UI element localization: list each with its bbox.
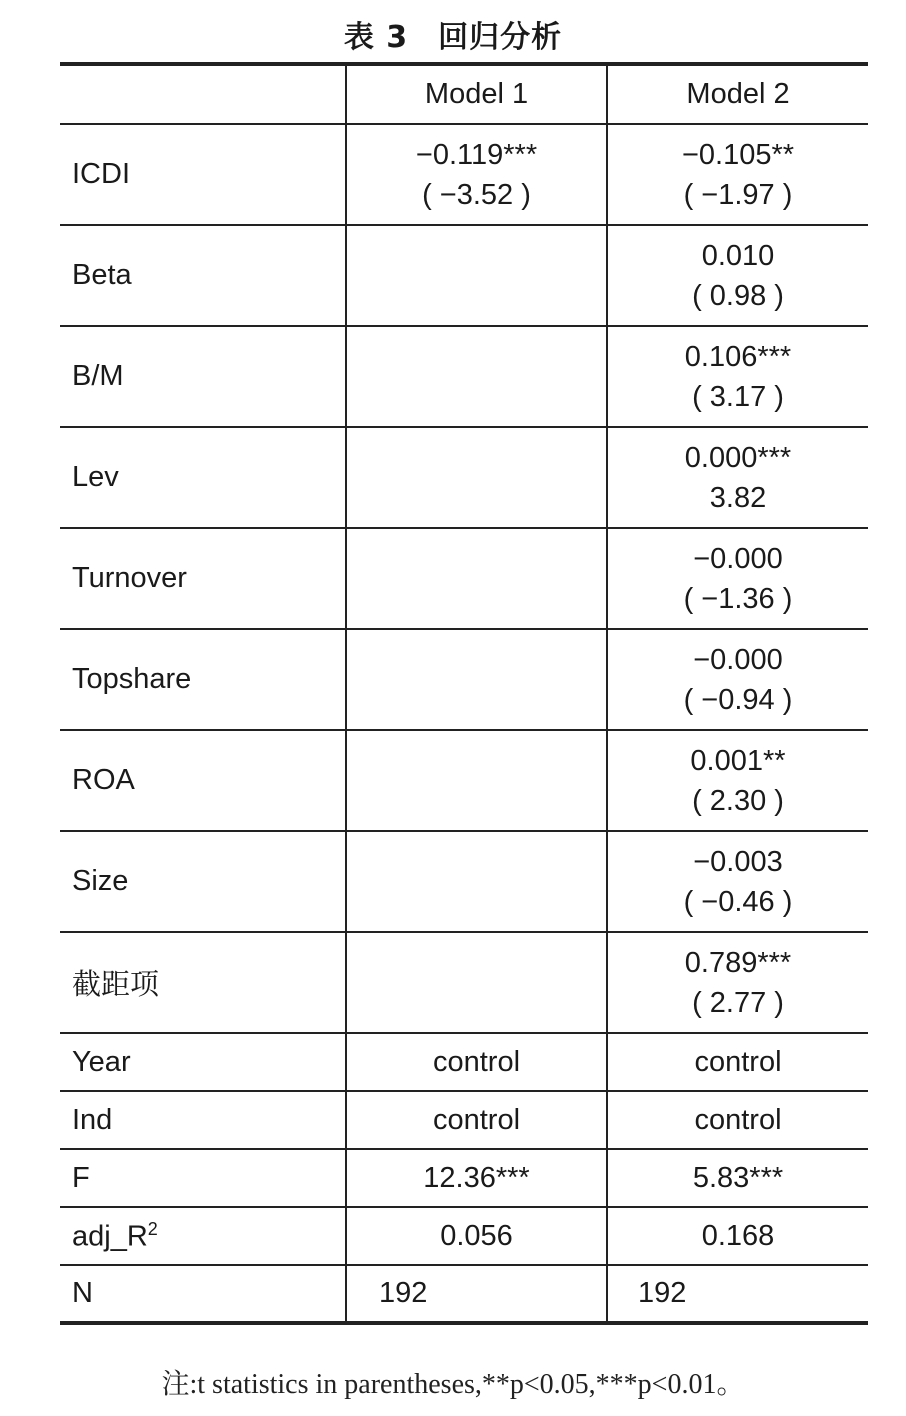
coefficient-value: −0.000 [693,643,783,676]
row-label: B/M [72,360,124,392]
model-1-cell [346,831,607,932]
row-label: Turnover [72,562,187,594]
model-1-cell [346,629,607,730]
row-label: Topshare [72,663,192,695]
row-label: Year [72,1045,131,1078]
t-statistic: ( −3.52 ) [422,178,531,211]
model-2-cell [607,629,868,730]
coefficient-value: 0.001** [690,744,786,777]
table-row [60,932,868,1033]
table-row [60,1149,868,1207]
table-row [60,1033,868,1091]
row-label: N [72,1277,93,1309]
model-2-cell [607,427,868,528]
model-1-cell [346,326,607,427]
table-row [60,730,868,831]
model-2-cell [607,932,868,1033]
t-statistic: ( −1.36 ) [683,582,793,615]
coefficient-value: 0.789*** [684,946,792,979]
model-2-cell [607,225,868,326]
model-2-cell: 5.83*** [607,1149,868,1207]
model-1-cell [346,427,607,528]
model-2-cell: control [607,1033,868,1091]
header-cell-model-2: Model 2 [607,64,868,124]
model-2-cell [607,831,868,932]
t-statistic: ( 2.77 ) [692,986,784,1019]
model-1-cell [346,124,607,225]
row-label: Size [72,865,129,897]
row-label [60,1207,346,1265]
t-statistic: ( 2.30 ) [692,784,784,817]
row-label: 截距项 [72,967,160,1001]
table-row [60,326,868,427]
row-label: Lev [72,461,119,493]
model-1-cell [346,730,607,831]
coefficient-value: 0.106*** [684,340,792,373]
model-2-cell: control [607,1091,868,1149]
model-1-cell [346,932,607,1033]
row-label: ICDI [72,158,130,190]
coefficient-value: −0.119*** [415,138,538,171]
adj-r-superscript: 2 [147,1218,158,1239]
coefficient-value: −0.105** [681,138,795,171]
t-statistic: ( 3.17 ) [692,380,784,413]
table-row [60,1265,868,1323]
header-row [60,64,868,124]
regression-table [60,62,868,1325]
t-statistic: 3.82 [709,481,767,514]
table-row [60,427,868,528]
model-1-cell: 0.056 [346,1207,607,1265]
row-label: ROA [72,764,135,796]
table-row [60,1091,868,1149]
table-number: 表 3 [343,20,409,55]
t-statistic: ( −1.97 ) [683,178,793,211]
row-label: Ind [72,1103,113,1136]
coefficient-value: −0.003 [693,845,783,878]
table-note: 注:t statistics in parentheses,**p<0.05,***p<0.01。 [161,1369,745,1400]
table-row [60,629,868,730]
model-2-cell [607,124,868,225]
model-1-cell: control [346,1091,607,1149]
model-1-cell [346,225,607,326]
header-cell-variable [60,64,346,124]
model-2-cell: 0.168 [607,1207,868,1265]
coefficient-value: 0.000*** [684,441,792,474]
table-title [0,12,906,56]
table-row [60,124,868,225]
t-statistic: ( −0.46 ) [683,885,793,918]
model-1-cell: control [346,1033,607,1091]
row-label: F [72,1161,90,1194]
adj-r-label: adj_R [72,1220,148,1253]
t-statistic: ( 0.98 ) [692,279,784,312]
model-1-cell: 192 [346,1265,607,1323]
row-label: Beta [72,259,132,291]
table-row [60,831,868,932]
coefficient-value: 0.010 [701,239,775,272]
model-2-cell [607,326,868,427]
table-row [60,225,868,326]
table-caption: 回归分析 [438,20,563,55]
table-row [60,1207,868,1265]
model-2-cell [607,730,868,831]
model-1-cell: 12.36*** [346,1149,607,1207]
model-1-cell [346,528,607,629]
table-row [60,528,868,629]
model-2-cell: 192 [607,1265,868,1323]
t-statistic: ( −0.94 ) [683,683,793,716]
header-cell-model-1: Model 1 [346,64,607,124]
coefficient-value: −0.000 [693,542,783,575]
model-2-cell [607,528,868,629]
